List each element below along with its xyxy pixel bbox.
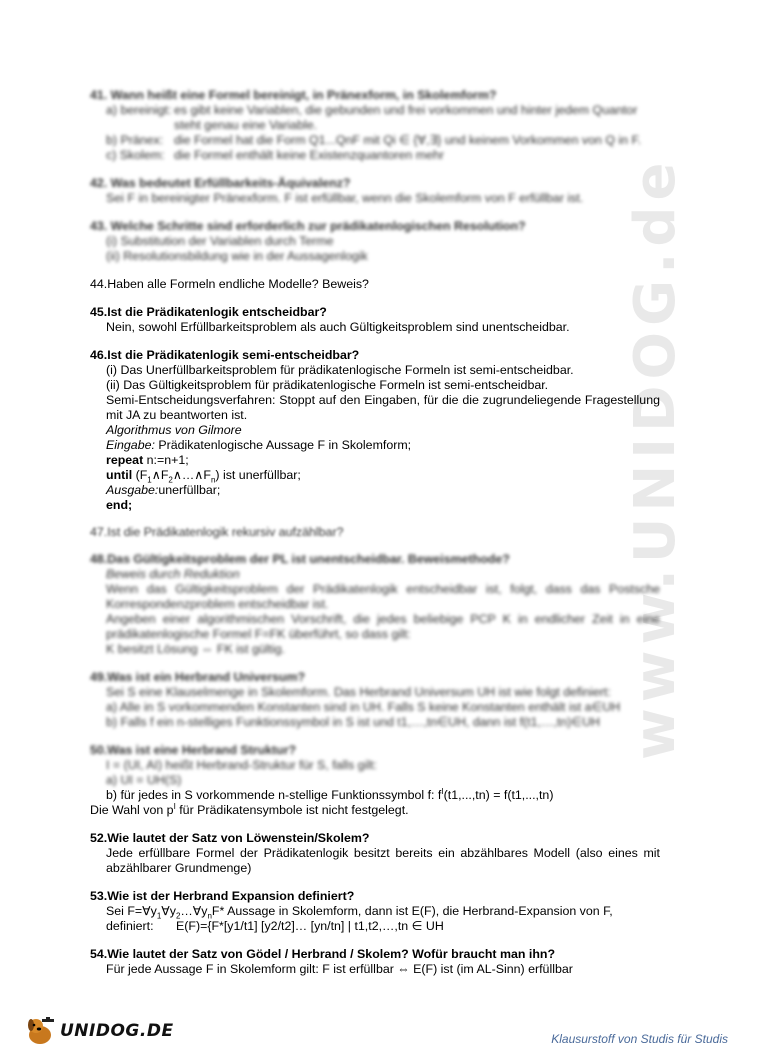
q45-text: Nein, sowohl Erfüllbarkeitsproblem als auch Gültigkeitsproblem sind unentscheidbar.	[106, 320, 570, 334]
q50-line-2: a) UI = UH(S)	[106, 773, 182, 787]
q46-repeat-keyword: repeat	[106, 453, 144, 467]
q43-line-1: (i) Substitution der Variablen durch Terme	[106, 234, 334, 248]
q46-until-post: ) ist unerfüllbar;	[215, 468, 301, 482]
q54-text: Für jede Aussage F in Skolemform gilt: F ist erfüllbar ⇔ E(F) ist (im AL-Sinn) erfüllbar	[106, 962, 573, 976]
q46-line-1: (i) Das Unerfüllbarkeitsproblem für prädikatenlogische Formeln ist semi-entscheidbar.	[106, 363, 574, 377]
q46-line-3: Semi-Entscheidungsverfahren: Stoppt auf den Eingaben, für die die zugrundeliegende Fragestellung mit JA zu beantworten ist.	[106, 393, 660, 422]
question-43-title: 43. Welche Schritte sind erforderlich zur prädikatenlogischen Resolution?	[90, 219, 526, 233]
q41-a-label: a) bereinigt:	[106, 103, 172, 117]
q41-c-text: die Formel enthält keine Existenzquantoren mehr	[174, 148, 444, 162]
q46-eingabe-text: Prädikatenlogische Aussage F in Skolemform;	[154, 438, 412, 452]
question-53: 53.Wie ist der Herbrand Expansion definiert? Sei $F=\forall y_1\forall y_2\dots\forall y_nF*$ Aussage in Skolemform, dann ist E(F), die Herbrand-Expansion von F, definiert: E(F)={F*[y1/t1] [y2/t2]… [yn/tn] | t1,t2,…,tn ∈ UH	[90, 889, 660, 934]
logo-text: UNIDOG.DE	[60, 1020, 174, 1041]
unidog-logo	[22, 1013, 174, 1049]
footer-tagline: Klausurstoff von Studis für Studis	[551, 1032, 728, 1046]
watermark: www.UNIDOG.de	[623, 156, 688, 760]
question-41-title: 41. Wann heißt eine Formel bereinigt, in Pränexform, in Skolemform?	[90, 88, 497, 102]
question-45	[90, 305, 660, 335]
q46-line-2: (ii) Das Gültigkeitsproblem für prädikatenlogische Formeln ist semi-entscheidbar.	[106, 378, 549, 392]
q46-ausgabe-label: Ausgabe:	[106, 483, 159, 497]
question-49-title: 49.Was ist ein Herbrand Universum?	[90, 670, 306, 684]
question-45-title: 45.Ist die Prädikatenlogik entscheidbar?	[90, 305, 327, 319]
q49-line-1: Sei S eine Klauselmenge in Skolemform. Das Herbrand Universum UH ist wie folgt definiert:	[106, 685, 611, 699]
q41-b-label: b) Pränex:	[106, 133, 164, 147]
q43-line-2: (ii) Resolutionsbildung wie in der Aussagenlogik	[106, 249, 368, 263]
q50-line-3-pre: b) für jedes in S vorkommende n-stellige Funktionssymbol f: f	[106, 788, 442, 802]
question-42-title: 42. Was bedeutet Erfüllbarkeits-Äquivalenz?	[90, 176, 351, 190]
q46-until-keyword: until	[106, 468, 133, 482]
question-44-title: 44.Haben alle Formeln endliche Modelle? Beweis?	[90, 277, 369, 291]
q49-line-3: b) Falls f ein n-stelliges Funktionssymbol in S ist und t1,…,tn∈UH, dann ist f(t1,…,tn)∈UH	[106, 715, 600, 729]
q50-line-4-pre: Die Wahl von p	[90, 803, 174, 817]
question-43	[90, 219, 660, 264]
q41-b-text: die Formel hat die Form Q1...QnF mit Qi ∈ {∀,∃} und keinem Vorkommen von Q in F.	[174, 133, 642, 147]
q41-c-label: c) Skolem:	[106, 148, 165, 162]
question-41	[90, 88, 660, 163]
question-46: 46.Ist die Prädikatenlogik semi-entscheidbar? (i) Das Unerfüllbarkeitsproblem für prädikatenlogische Formeln ist semi-entscheidbar. (ii) Das Gültigkeitsproblem für prädikatenlogische Formeln ist semi-entscheidbar. Semi-Entscheidungsverfahren: Stoppt auf den Eingaben, für die die zugrundeliegende Fragestellung mit JA zu beantworten ist. Algorithmus von Gilmore Eingabe: Prädikatenlogische Aussage F in Skolemform; repeat n:=n+1; until $(F_1\wedge F_2\wedge\dots\wedge F_n)$ ist unerfüllbar; Ausgabe:unerfüllbar; end;	[90, 348, 660, 512]
q49-line-2: a) Alle in S vorkommenden Konstanten sind in UH. Falls S keine Konstanten enthält ist a∈UH	[106, 700, 621, 714]
q46-algorithm-title: Algorithmus von Gilmore	[106, 423, 242, 437]
q53-l1-c: …∀y	[180, 904, 208, 918]
question-52	[90, 831, 660, 876]
question-47	[90, 525, 660, 539]
question-47-title: 47.Ist die Prädikatenlogik rekursiv aufzählbar?	[90, 525, 344, 539]
q46-until-pre: (F	[132, 468, 148, 482]
q46-ausgabe-text: unerfüllbar;	[158, 483, 221, 497]
question-53-title: 53.Wie ist der Herbrand Expansion definiert?	[90, 889, 355, 903]
q50-line-1: I = (UI, AI) heißt Herbrand-Struktur für S, falls gilt:	[106, 758, 377, 772]
question-46-title: 46.Ist die Prädikatenlogik semi-entscheidbar?	[90, 348, 360, 362]
q48-line-3: Angeben einer algorithmischen Vorschrift, die jedes beliebige PCP K in endlicher Zeit in eine prädikatenlogische Formel F=FK überführt, so dass gilt:	[106, 612, 660, 641]
q48-line-1: Beweis durch Reduktion	[106, 567, 240, 581]
q53-definiert-label: definiert:	[106, 919, 154, 933]
q50-line-4-post: für Prädikatensymbole ist nicht festgelegt.	[175, 803, 409, 817]
q48-line-2: Wenn das Gültigkeitsproblem der Prädikatenlogik entscheidbar ist, folgt, dass das Postsche Korrespondenzproblem entscheidbar ist.	[106, 582, 660, 611]
q53-formula: E(F)={F*[y1/t1] [y2/t2]… [yn/tn] | t1,t2,…,tn ∈ UH	[176, 919, 444, 933]
question-50: 50.Was ist eine Herbrand Struktur? I = (UI, AI) heißt Herbrand-Struktur für S, falls gilt: a) UI = UH(S) b) für jedes in S vorkommende n-stellige Funktionssymbol f: $f^I(t1,...,tn) = f(t1,...,tn)$ Die Wahl von $p^I$ für Prädikatensymbole ist nicht festgelegt.	[90, 743, 660, 818]
q46-until-mid: ∧…∧F	[172, 468, 211, 482]
question-54	[90, 947, 660, 977]
question-48-title: 48.Das Gültigkeitsproblem der PL ist unentscheidbar. Beweismethode?	[90, 552, 510, 566]
question-42	[90, 176, 660, 206]
q52-text: Jede erfüllbare Formel der Prädikatenlogik besitzt bereits ein abzählbares Modell (also eines mit abzählbarer Grundmenge)	[106, 846, 660, 875]
q41-a-text: es gibt keine Variablen, die gebunden und frei vorkommen und hinter jedem Quantor steht genau eine Variable.	[174, 103, 638, 132]
question-52-title: 52.Wie lautet der Satz von Löwenstein/Skolem?	[90, 831, 370, 845]
q46-eingabe-label: Eingabe:	[106, 438, 155, 452]
question-50-title: 50.Was ist eine Herbrand Struktur?	[90, 743, 297, 757]
q53-l1-d: F* Aussage in Skolemform, dann ist E(F), die Herbrand-Expansion von F,	[211, 904, 613, 918]
q53-l1-a: Sei F=∀y	[106, 904, 157, 918]
q53-l1-b: ∀y	[161, 904, 176, 918]
q50-line-3-post: (t1,...,tn) = f(t1,...,tn)	[443, 788, 554, 802]
document-page	[90, 88, 660, 977]
question-49	[90, 670, 660, 730]
dog-icon	[22, 1013, 58, 1049]
q42-text: Sei F in bereinigter Pränexform. F ist erfüllbar, wenn die Skolemform von F erfüllbar ist.	[106, 191, 584, 205]
question-48	[90, 552, 660, 657]
question-54-title: 54.Wie lautet der Satz von Gödel / Herbrand / Skolem? Wofür braucht man ihn?	[90, 947, 556, 961]
q46-end: end;	[106, 498, 133, 512]
q46-repeat-text: n:=n+1;	[143, 453, 189, 467]
q48-line-4: K besitzt Lösung ⇔ FK ist gültig.	[106, 642, 286, 656]
